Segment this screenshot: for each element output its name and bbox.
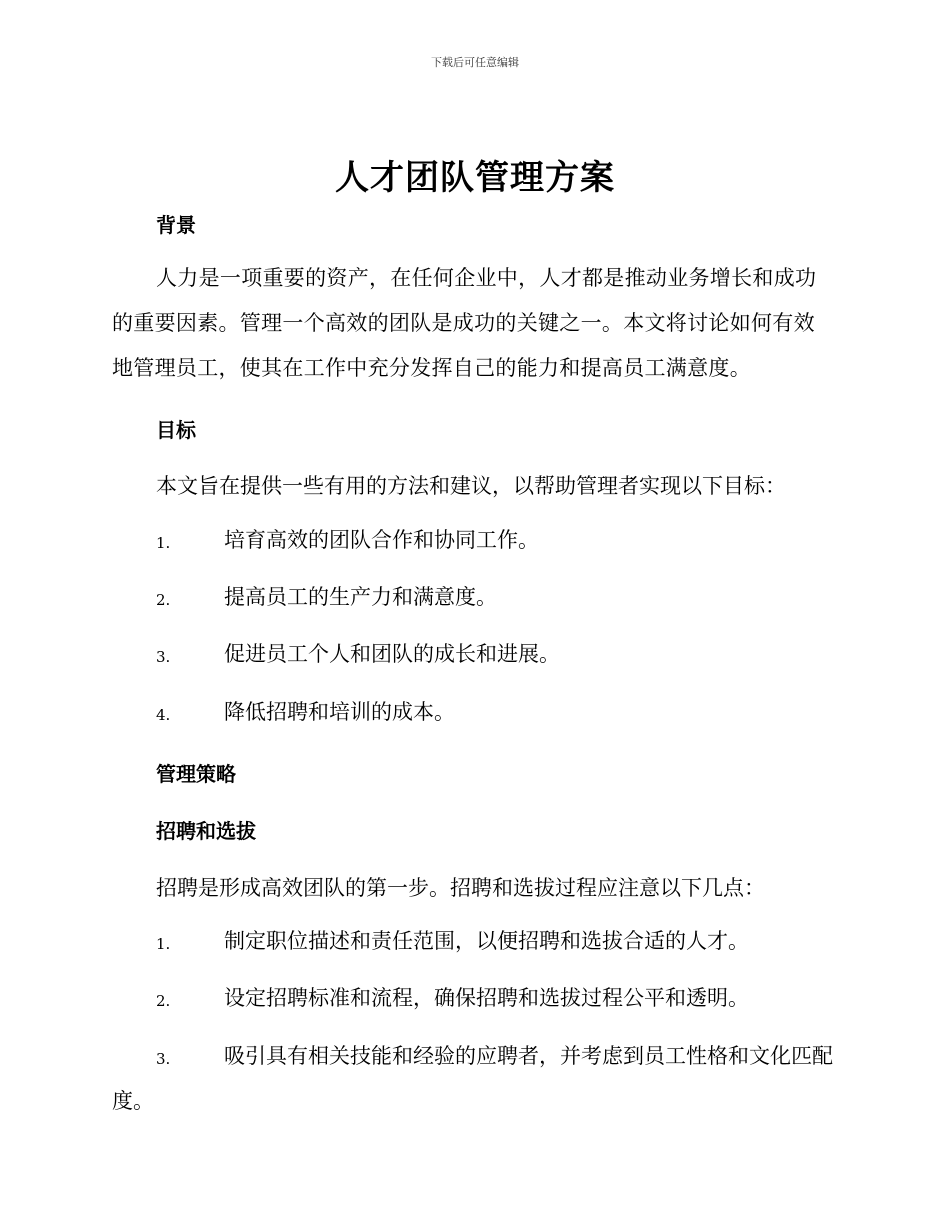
list-item-text: 吸引具有相关技能和经验的应聘者，并考虑到员工性格和文化匹配度。 <box>112 1044 833 1113</box>
recruitment-intro: 招聘是形成高效团队的第一步。招聘和选拔过程应注意以下几点： <box>156 876 765 900</box>
list-item-number: 3. <box>156 1050 171 1068</box>
list-item-text: 促进员工个人和团队的成长和进展。 <box>224 642 560 666</box>
list-item-number: 4. <box>156 706 171 724</box>
list-item-number: 2. <box>156 591 171 609</box>
goals-intro: 本文旨在提供一些有用的方法和建议，以帮助管理者实现以下目标： <box>156 474 786 498</box>
section-heading-goals: 目标 <box>156 418 196 442</box>
list-item <box>112 1034 834 1124</box>
section-heading-recruitment: 招聘和选拔 <box>156 819 256 843</box>
list-item-number: 1. <box>156 935 171 953</box>
list-item-text: 设定招聘标准和流程，确保招聘和选拔过程公平和透明。 <box>224 986 749 1010</box>
list-item-text: 提高员工的生产力和满意度。 <box>224 585 497 609</box>
list-item-text: 制定职位描述和责任范围，以便招聘和选拔合适的人才。 <box>224 929 749 953</box>
list-item-text: 降低招聘和培训的成本。 <box>224 700 455 724</box>
section-heading-strategy: 管理策略 <box>156 762 236 786</box>
page-header-note: 下载后可任意编辑 <box>431 56 519 69</box>
list-item-number: 1. <box>156 534 171 552</box>
background-paragraph: 人力是一项重要的资产，在任何企业中，人才都是推动业务增长和成功的重要因素。管理一个高效的团队是成功的关键之一。本文将讨论如何有效地管理员工，使其在工作中充分发挥自己的能力和提高员工满意度。 <box>112 266 817 380</box>
list-item-text: 培育高效的团队合作和协同工作。 <box>224 528 539 552</box>
section-heading-background: 背景 <box>156 213 196 237</box>
list-item-number: 2. <box>156 992 171 1010</box>
list-item-number: 3. <box>156 648 171 666</box>
document-title: 人才团队管理方案 <box>335 158 615 198</box>
